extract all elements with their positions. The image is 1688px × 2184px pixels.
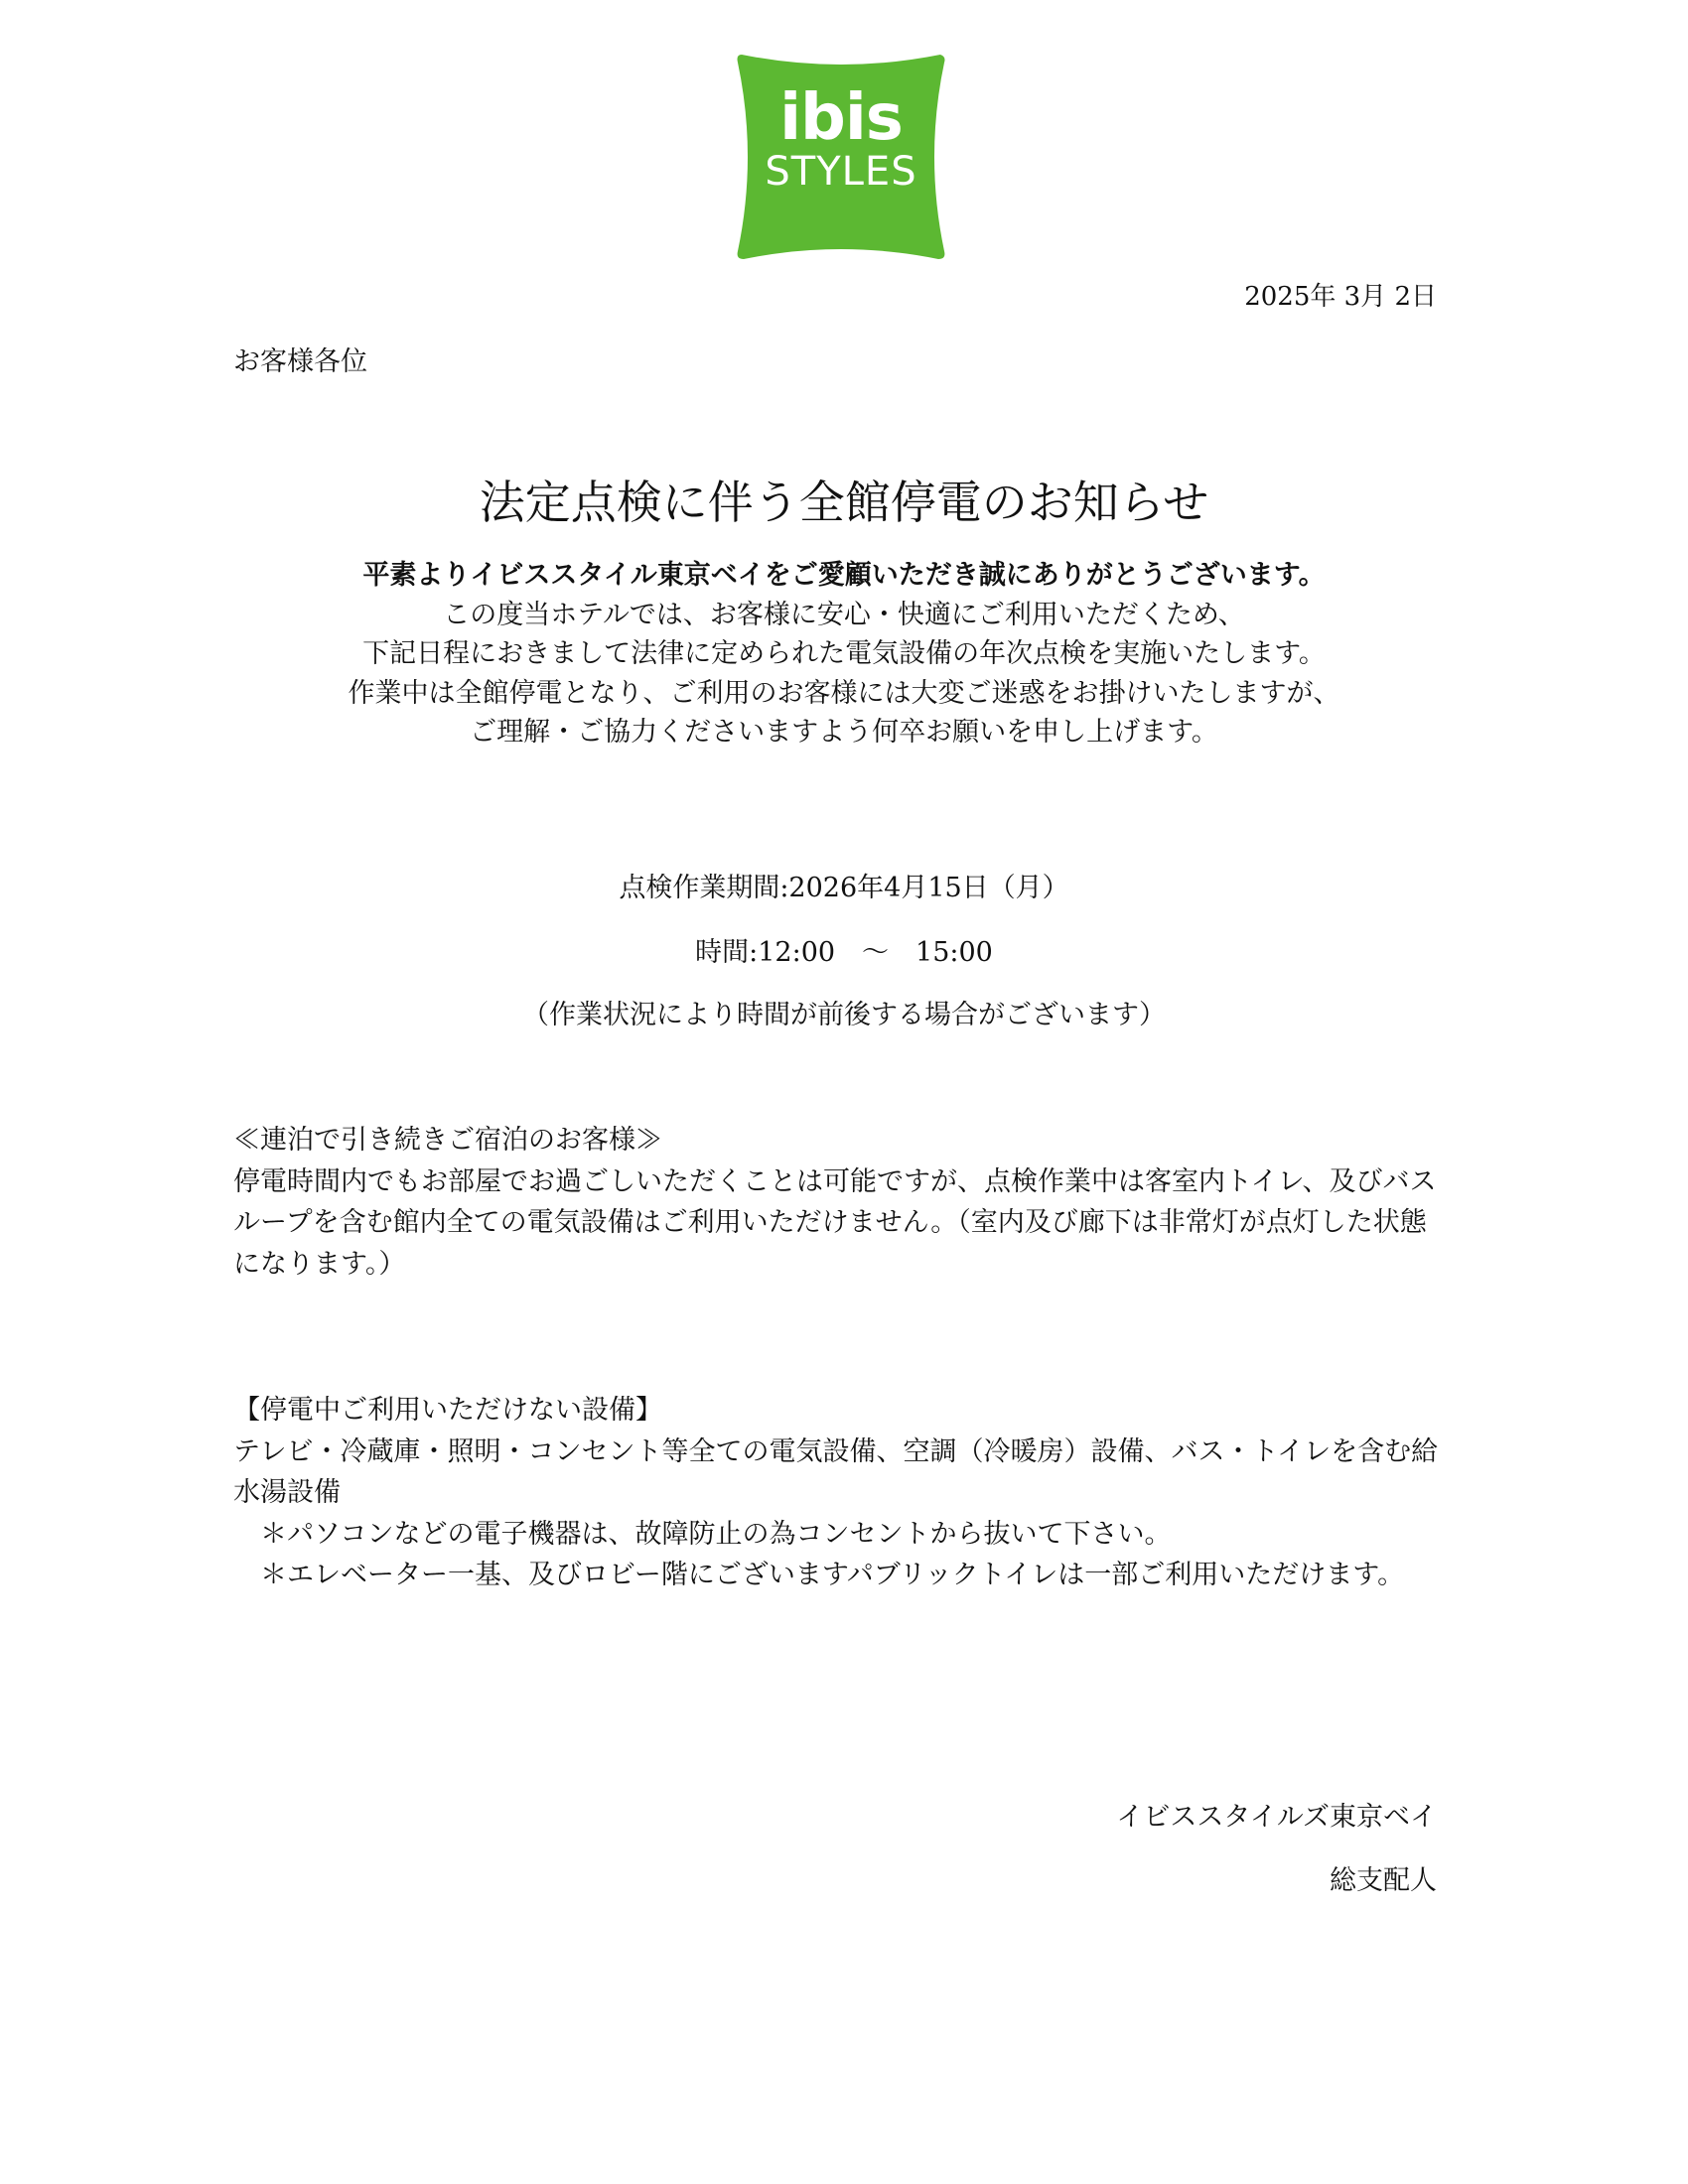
logo-text-styles: STYLES [765,149,917,195]
section-heading: 【停電中ご利用いただけない設備】 [233,1395,662,1426]
signature-hotel: イビススタイルズ東京ベイ [1116,1802,1437,1833]
issue-date: 2025年 3月 2日 [1244,282,1437,312]
section-unavailable-facilities [233,1390,1440,1596]
intro-line-3: 下記日程におきまして法律に定められた電気設備の年次点検を実施いたします。 [362,638,1326,669]
note-item [233,1555,1440,1596]
intro-line-4: 作業中は全館停電となり、ご利用のお客様には大変ご迷惑をお掛けいたしますが、 [348,678,1340,709]
schedule-note: （作業状況により時間が前後する場合がございます） [522,1000,1166,1030]
note-text: ＊エレベーター一基、及びロビー階にございますパブリックトイレは一部ご利用いただけます。 [260,1560,1405,1590]
section-heading: ≪連泊で引き続きご宿泊のお客様≫ [233,1125,662,1156]
schedule-period: 点検作業期間:2026年4月15日（月） [619,873,1069,903]
intro-line-2: この度当ホテルでは、お客様に安心・快適にご利用いただくため、 [443,600,1245,630]
section-body: テレビ・冷蔵庫・照明・コンセント等全ての電気設備、空調（冷暖房）設備、バス・トイレを含む給水湯設備 [233,1435,1439,1508]
note-item: ＊パソコンなどの電子機器は、故障防止の為コンセントから抜いて下さい。 [260,1518,1172,1550]
intro-line-5: ご理解・ご協力くださいますよう何卒お願いを申し上げます。 [470,717,1218,748]
page-title: 法定点検に伴う全館停電のお知らせ [479,476,1209,529]
schedule-time: 時間:12:00 ～ 15:00 [695,937,993,968]
intro-line-1: 平素よりイビススタイル東京ベイをご愛顧いただき誠にありがとうございます。 [362,560,1326,591]
section-body: 停電時間内でもお部屋でお過ごしいただくことは可能ですが、点検作業中は客室内トイレ、及びバスループを含む館内全ての電気設備はご利用いただけません。（室内及び廊下は非常灯が点灯した状態になります。） [233,1165,1437,1280]
ibis-styles-logo [736,53,946,261]
section-continuing-guests [233,1120,1440,1285]
logo-text-ibis: ibis [779,81,903,155]
signature-role: 総支配人 [1330,1865,1437,1896]
salutation: お客様各位 [233,346,367,377]
